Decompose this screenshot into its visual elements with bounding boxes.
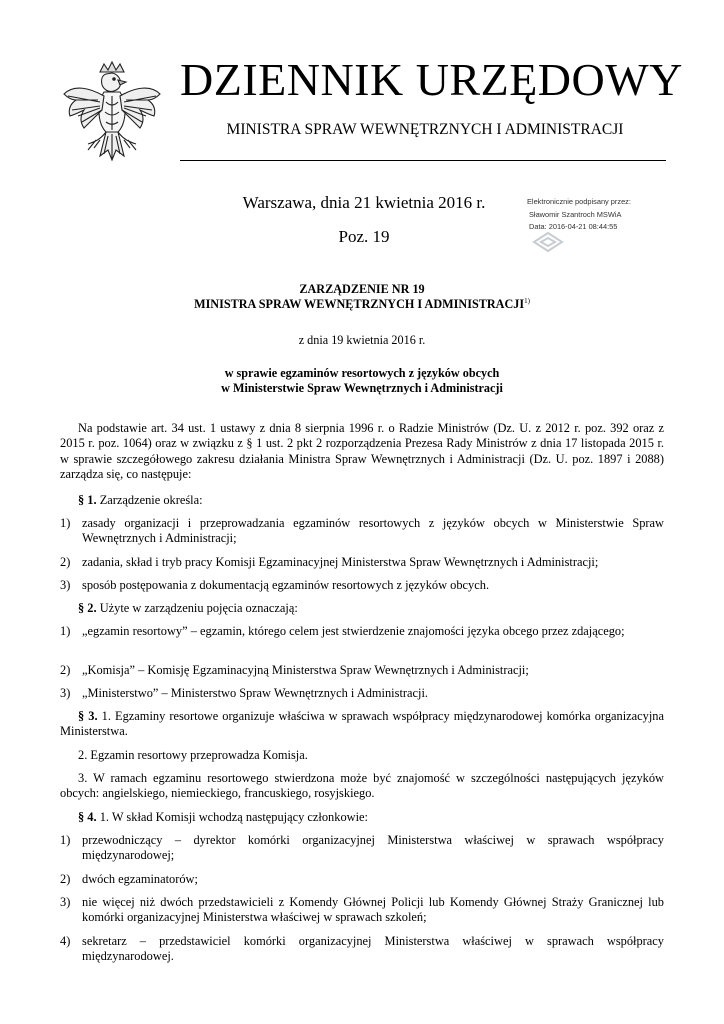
act-title-number: ZARZĄDZENIE NR 19 [299,282,425,296]
signature-signer: Sławomir Szantroch MSWiA [529,210,622,219]
legal-basis-paragraph: Na podstawie art. 34 ust. 1 ustawy z dnia 8 sierpnia 1996 r. o Radzie Ministrów (Dz. U. z 2012 r. poz. 392 oraz z 2015 r. poz. 1064) oraz w związku z § 1 ust. 2 pkt 2 rozporządzenia Prezesa Rady Ministrów z dnia 17 listopada 2015 r. w sprawie szczegółowego zakresu działania Ministra Spraw Wewnętrznych i Administracji (Dz. U. poz. 1897 i 2088) zarządza się, co następuje: [60,421,664,482]
signature-verified-icon [531,231,565,253]
issue-date: Warszawa, dnia 21 kwietnia 2016 r. [242,193,486,212]
section-4 [60,810,664,825]
item-text: „Komisja” – Komisję Egzaminacyjną Ministerstwa Spraw Wewnętrznych i Administracji; [82,663,529,677]
section-3-paragraph-2: 2. Egzamin resortowy przeprowadza Komisja. [78,748,308,762]
item-text: przewodniczący – dyrektor komórki organizacyjnej Ministerstwa właściwej w sprawach współpracy międzynarodowej; [82,833,664,863]
section-2-label: § 2. [78,601,97,615]
section-2 [60,601,664,616]
item-number: 1) [60,516,71,530]
act-title-issuer [60,297,664,311]
signature-caption: Elektronicznie podpisany przez: [527,197,631,206]
section-1-item-1 [60,516,664,547]
item-number: 1) [60,624,71,638]
item-text: „egzamin resortowy” – egzamin, którego celem jest stwierdzenie znajomości języka obcego przez zdającego; [82,624,625,638]
item-text: „Ministerstwo” – Ministerstwo Spraw Wewnętrznych i Administracji. [82,686,428,700]
item-text: dwóch egzaminatorów; [82,872,198,886]
journal-title: DZIENNIK URZĘDOWY [180,54,683,105]
item-text: sposób postępowania z dokumentacją egzaminów resortowych z języków obcych. [82,578,490,592]
section-1-item-3 [60,578,664,593]
section-2-item-1 [60,624,664,639]
section-4-item-2 [60,872,664,887]
item-text: sekretarz – przedstawiciel komórki organizacyjnej Ministerstwa właściwej w sprawach współpracy międzynarodowej. [82,934,664,964]
section-3-text: 1. Egzaminy resortowe organizuje właściwa w sprawach współpracy międzynarodowej komórka organizacyjna Ministerstwa. [60,709,664,739]
section-1-label: § 1. [78,493,97,507]
item-number: 4) [60,934,71,948]
electronic-signature [527,197,677,257]
masthead-divider [180,160,666,161]
journal-subtitle: MINISTRA SPRAW WEWNĘTRZNYCH I ADMINISTRACJI [226,121,624,138]
item-text: zadania, skład i tryb pracy Komisji Egzaminacyjnej Ministerstwa Spraw Wewnętrznych i Administracji; [82,555,599,569]
section-4-text: 1. W skład Komisji wchodzą następujący członkowie: [96,810,368,824]
act-issuer-text: MINISTRA SPRAW WEWNĘTRZNYCH I ADMINISTRACJI [194,297,525,311]
section-4-item-1 [60,833,664,864]
item-number: 2) [60,663,71,677]
section-2-text: Użyte w zarządzeniu pojęcia oznaczają: [96,601,298,615]
footnote-reference: 1) [524,297,530,305]
section-4-item-3 [60,895,664,926]
section-4-item-4 [60,934,664,965]
item-number: 2) [60,555,71,569]
item-number: 3) [60,686,71,700]
section-4-label: § 4. [78,810,97,824]
section-3-label: § 3. [78,709,98,723]
act-date: z dnia 19 kwietnia 2016 r. [298,333,426,347]
issue-position: Poz. 19 [338,227,390,246]
act-subject-line-2: w Ministerstwie Spraw Wewnętrznych i Administracji [221,381,503,395]
act-subject-line-1: w sprawie egzaminów resortowych z języków obcych [224,366,500,380]
item-number: 3) [60,578,71,592]
section-1 [60,493,664,508]
item-text: nie więcej niż dwóch przedstawicieli z Komendy Głównej Policji lub Komendy Głównej Straży Granicznej lub komórki organizacyjnej Ministerstwa właściwej w sprawach szkoleń; [82,895,664,925]
section-3-paragraph-1 [60,709,664,740]
polish-eagle-emblem-icon [60,60,164,170]
item-number: 2) [60,872,71,886]
signature-date: Data: 2016-04-21 08:44:55 [529,222,618,231]
section-3-paragraph-3: 3. W ramach egzaminu resortowego stwierdzona może być znajomość w szczególności następujących języków obcych: angielskiego, niemieckiego, francuskiego, rosyjskiego. [60,771,664,801]
section-1-item-2 [60,555,664,570]
section-2-item-3 [60,686,664,701]
item-text: zasady organizacji i przeprowadzania egzaminów resortowych z języków obcych w Ministerstwie Spraw Wewnętrznych i Administracji; [82,516,664,546]
section-2-item-2 [60,663,664,678]
item-number: 1) [60,833,71,847]
item-number: 3) [60,895,71,909]
section-1-text: Zarządzenie określa: [96,493,203,507]
